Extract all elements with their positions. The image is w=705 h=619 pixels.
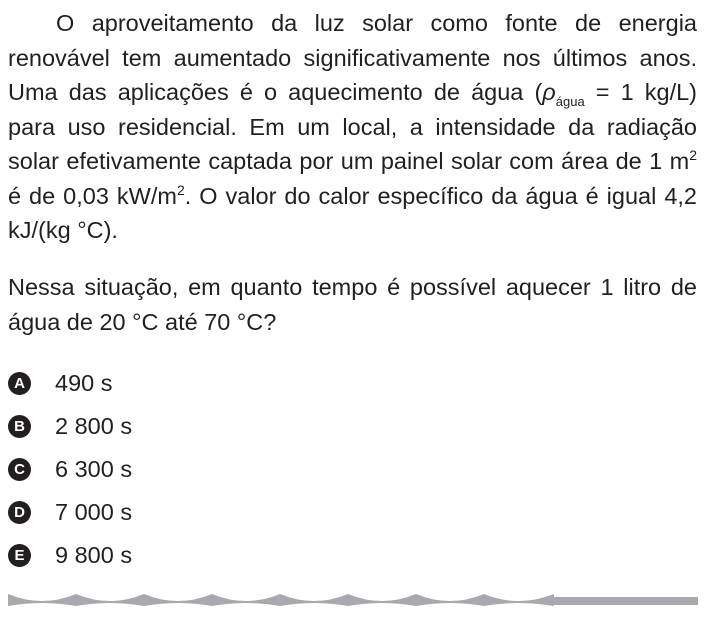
option-letter-badge: D xyxy=(8,501,31,524)
option-letter-badge: A xyxy=(8,372,31,395)
statement-text-part-1: O aproveitamento da luz solar como fonte de energia renovável tem aumentado significativamente nos últimos anos. Uma das aplicações é o aquecimento de água ( xyxy=(8,10,697,105)
divider-straight-band xyxy=(554,597,698,605)
intensity-unit-exponent: 2 xyxy=(176,181,185,198)
statement-text-part-2: = 1 kg/L) para uso residencial. Em um local, a intensidade da radiação solar efetivamente captada por um painel solar com área de 1 m xyxy=(8,79,698,174)
option-e[interactable] xyxy=(8,534,408,577)
divider-wave-band xyxy=(8,594,554,606)
option-text: 490 s xyxy=(55,370,113,396)
question-statement xyxy=(8,6,697,248)
option-d[interactable] xyxy=(8,491,408,534)
statement-text-part-3: é de 0,03 kW/m xyxy=(8,182,177,209)
wavy-divider xyxy=(8,588,698,612)
option-text: 6 300 s xyxy=(55,456,133,482)
option-text: 7 000 s xyxy=(55,499,133,525)
answer-options xyxy=(8,362,408,577)
option-c[interactable] xyxy=(8,448,408,491)
question-prompt: Nessa situação, em quanto tempo é possível aquecer 1 litro de água de 20 °C até 70 °C? xyxy=(8,274,697,335)
option-b[interactable] xyxy=(8,405,408,448)
option-text: 2 800 s xyxy=(55,413,133,439)
option-a[interactable] xyxy=(8,362,408,405)
density-subscript: água xyxy=(555,94,585,109)
option-letter-badge: C xyxy=(8,458,31,481)
statement-text-part-4: . O valor do calor específico da água é igual 4,2 kJ/(kg °C). xyxy=(8,182,697,243)
option-letter-badge: E xyxy=(8,544,31,567)
option-letter-badge: B xyxy=(8,415,31,438)
density-symbol: ρ xyxy=(542,79,556,105)
option-text: 9 800 s xyxy=(55,542,133,568)
area-unit-exponent: 2 xyxy=(689,147,697,163)
